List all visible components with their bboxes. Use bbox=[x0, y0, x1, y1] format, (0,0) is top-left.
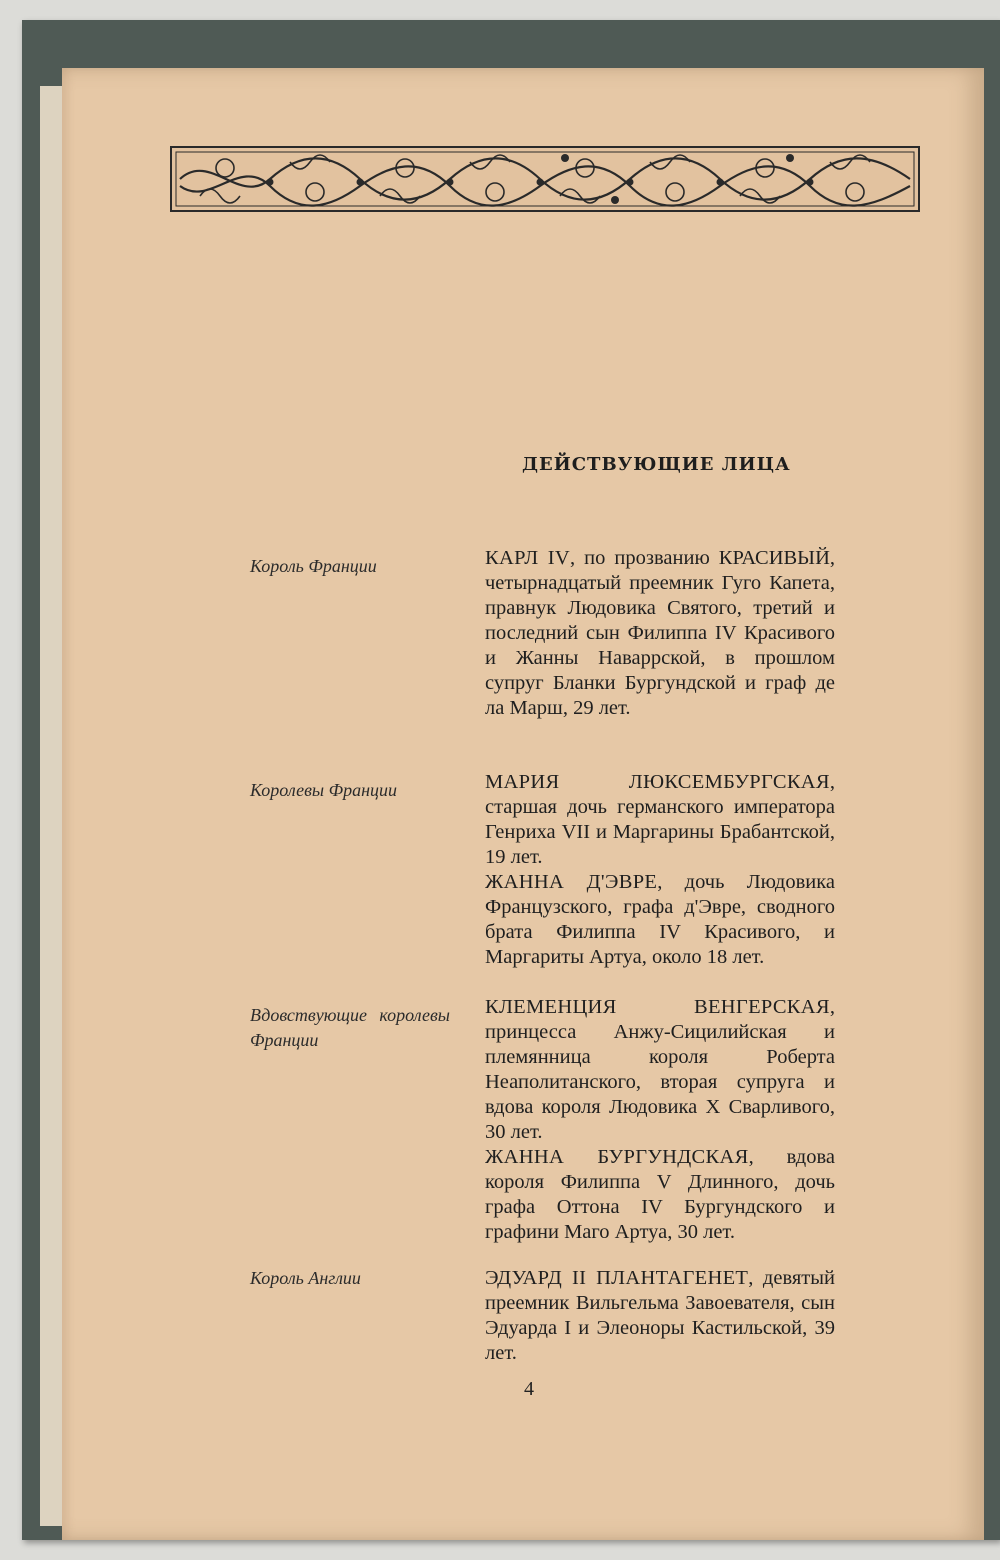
character-name: КЛЕМЕНЦИЯ ВЕНГЕРСКАЯ bbox=[485, 996, 830, 1018]
character-name: КАРЛ IV bbox=[485, 547, 571, 569]
page-heading: ДЕЙСТВУЮЩИЕ ЛИЦА bbox=[522, 454, 791, 475]
page-edge bbox=[40, 86, 64, 1526]
role-label: Вдовствующие королевы Франции bbox=[250, 1005, 450, 1050]
character-details: , девятый преемник Вильгельма Завоевателя, сын Эдуарда I и Элеоноры Кастильской, 39 лет. bbox=[485, 1267, 835, 1364]
character-name: МАРИЯ ЛЮКСЕМБУРГСКАЯ bbox=[485, 771, 830, 793]
page-number: 4 bbox=[524, 1378, 534, 1400]
character-details: , принцесса Анжу-Сицилийская и племянница короля Роберта Неаполитанского, вторая супруга и вдова короля Людовика X Сварливого, 30 лет. bbox=[485, 996, 835, 1143]
character-details: , вдова короля Филиппа V Длинного, дочь графа Оттона IV Бургундского и графини Маго Артуа, 30 лет. bbox=[485, 1146, 835, 1243]
role-label: Королевы Франции bbox=[250, 780, 398, 800]
character-name: ЖАННА Д'ЭВРЕ bbox=[485, 871, 658, 893]
character-name: ЭДУАРД II ПЛАНТАГЕНЕТ bbox=[485, 1267, 749, 1289]
role-label: Король Англии bbox=[250, 1268, 361, 1288]
character-details: , старшая дочь германского императора Генриха VII и Маргарины Брабантской, 19 лет. bbox=[485, 771, 835, 868]
character-description bbox=[485, 770, 835, 970]
character-description bbox=[485, 1266, 835, 1366]
role-label: Король Франции bbox=[250, 556, 377, 576]
vine-ornament-icon bbox=[170, 146, 920, 212]
character-description bbox=[485, 546, 835, 721]
character-details: , дочь Людовика Французского, графа д'Эвре, сводного брата Филиппа IV Красивого, и Маргариты Артуа, около 18 лет. bbox=[485, 871, 835, 968]
character-name: ЖАННА БУРГУНДСКАЯ bbox=[485, 1146, 749, 1168]
character-details: , по прозванию КРАСИВЫЙ, четырнадцатый преемник Гуго Капета, правнук Людовика Святого, третий и последний сын Филиппа IV Красивого и Жанны Наваррской, в прошлом супруг Бланки Бургундской и граф де ла Марш, 29 лет. bbox=[485, 547, 835, 719]
character-description bbox=[485, 995, 835, 1245]
